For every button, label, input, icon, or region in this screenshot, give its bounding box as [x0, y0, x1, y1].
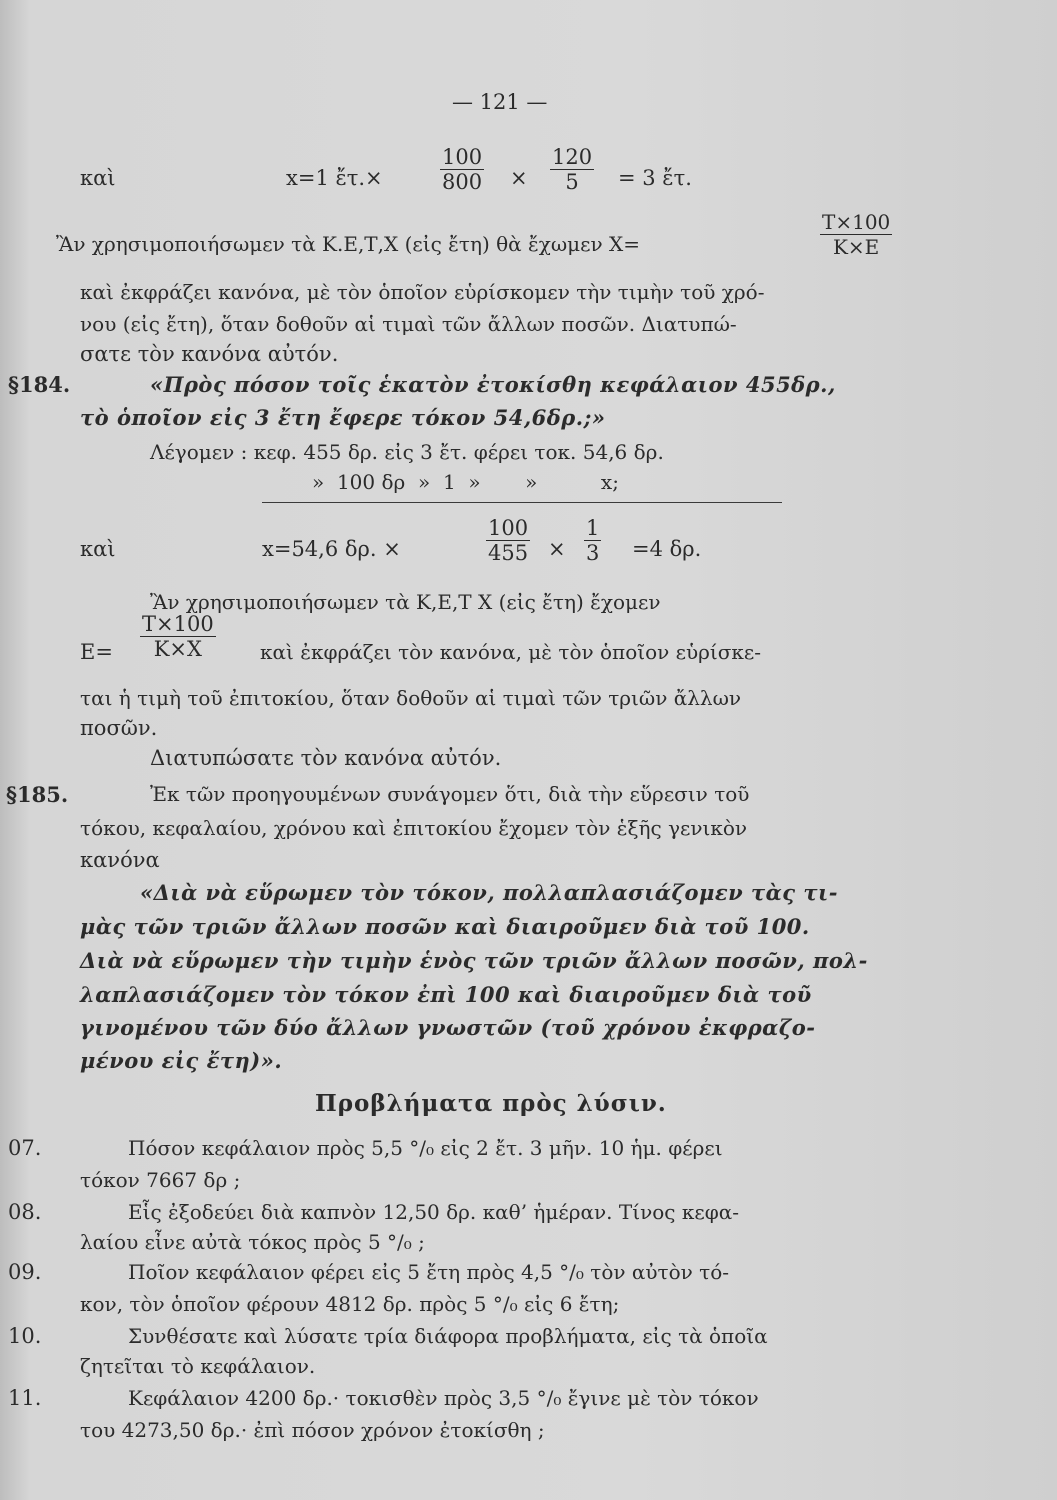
problem-number: 10.	[8, 1324, 42, 1348]
problem-line1: Εἷς ἐξοδεύει διὰ καπνὸν 12,50 δρ. καθ’ ἡμέραν. Τίνος κεφα-	[128, 1200, 739, 1224]
s184-eq-lhs: x=54,6 δρ. ×	[262, 537, 401, 561]
page-number: — 121 —	[452, 90, 548, 114]
s184-eq-f2-numerator: 1	[586, 516, 600, 540]
s184-e-fraction	[140, 612, 216, 661]
p1-fraction	[820, 210, 892, 259]
s184-para-line2: καὶ ἐκφράζει τὸν κανόνα, μὲ τὸν ὁποῖον εὑρίσκε-	[260, 640, 762, 664]
eq1-times: ×	[510, 166, 528, 190]
s185-line3: κανόνα	[80, 848, 160, 872]
problems-heading: Προβλήματα πρὸς λύσιν.	[315, 1090, 667, 1117]
p1-line4: σατε τὸν κανόνα αὐτόν.	[80, 342, 339, 366]
s184-eq-rhs: =4 δρ.	[632, 537, 702, 561]
p1-line3: νου (εἰς ἔτη), ὅταν δοθοῦν αἱ τιμαὶ τῶν ἄλλων ποσῶν. Διατυπώ-	[80, 312, 737, 336]
s184-e-denominator: Κ×Χ	[140, 636, 216, 661]
s184-question-line2: τὸ ὁποῖον εἰς 3 ἔτη ἔφερε τόκον 54,6δρ.;»	[80, 405, 606, 430]
s184-para-line1: Ἂν χρησιμοποιήσωμεν τὰ Κ,Ε,Τ Χ (εἰς ἔτη) ἔχομεν	[150, 590, 661, 614]
eq1-f1-numerator: 100	[442, 145, 483, 169]
eq1-lhs: x=1 ἔτ.×	[286, 166, 383, 190]
s184-statement-2: » 100 δρ » 1 » » x;	[312, 470, 619, 494]
s184-eq-f1-numerator: 100	[488, 516, 529, 540]
s184-eq-fraction-1	[486, 516, 530, 565]
p1-line2: καὶ ἐκφράζει κανόνα, μὲ τὸν ὁποῖον εὑρίσκομεν τὴν τιμὴν τοῦ χρό-	[80, 280, 765, 304]
p1-line1: Ἂν χρησιμοποιήσωμεν τὰ Κ.Ε,Τ,Χ (εἰς ἔτη) θὰ ἔχωμεν Χ=	[56, 232, 641, 256]
s185-line1: Ἐκ τῶν προηγουμένων συνάγομεν ὅτι, διὰ τὴν εὕρεσιν τοῦ	[150, 782, 750, 806]
problem-line2: του 4273,50 δρ.· ἐπὶ πόσον χρόνον ἐτοκίσθη ;	[80, 1418, 545, 1442]
s185-rule-line1: «Διὰ νὰ εὕρωμεν τὸν τόκον, πολλαπλασιάζομεν τὰς τι-	[140, 880, 838, 905]
s184-e-numerator: Τ×100	[142, 612, 214, 636]
s184-e-lhs: Ε=	[80, 640, 113, 664]
s184-para-line5: Διατυπώσατε τὸν κανόνα αὐτόν.	[150, 746, 502, 770]
s184-para-line3: ται ἡ τιμὴ τοῦ ἐπιτοκίου, ὅταν δοθοῦν αἱ τιμαὶ τῶν τριῶν ἄλλων	[80, 686, 742, 710]
eq1-fraction-1	[440, 145, 484, 194]
s184-eq-kai: καὶ	[80, 537, 116, 561]
eq1-kai: καὶ	[80, 166, 116, 190]
eq1-f2-denominator: 5	[550, 169, 594, 194]
s185-rule-line4: λαπλασιάζομεν τὸν τόκον ἐπὶ 100 καὶ διαιροῦμεν διὰ τοῦ	[80, 982, 812, 1007]
problem-line2: κον, τὸν ὁποῖον φέρουν 4812 δρ. πρὸς 5 °/₀ εἰς 6 ἔτη;	[80, 1292, 620, 1316]
s184-statement-1: Λέγομεν : κεφ. 455 δρ. εἰς 3 ἔτ. φέρει τοκ. 54,6 δρ.	[150, 440, 664, 464]
section-184-number: §184.	[8, 372, 71, 397]
problem-number: 07.	[8, 1136, 42, 1160]
s184-underline-rule	[262, 502, 782, 503]
problem-number: 08.	[8, 1200, 42, 1224]
problem-line1: Ποῖον κεφάλαιον φέρει εἰς 5 ἔτη πρὸς 4,5 °/₀ τὸν αὐτὸν τό-	[128, 1260, 730, 1284]
s185-rule-line6: μένου εἰς ἔτη)».	[80, 1048, 283, 1073]
s185-rule-line5: γινομένου τῶν δύο ἄλλων γνωστῶν (τοῦ χρόνου ἐκφραζο-	[80, 1015, 816, 1040]
problem-line1: Κεφάλαιον 4200 δρ.· τοκισθὲν πρὸς 3,5 °/₀ ἔγινε μὲ τὸν τόκον	[128, 1386, 759, 1410]
s184-question-line1: «Πρὸς πόσον τοῖς ἑκατὸν ἐτοκίσθη κεφάλαιον 455δρ.,	[150, 372, 836, 397]
s184-eq-f1-denominator: 455	[488, 541, 529, 565]
problem-line2: λαίου εἶνε αὐτὰ τόκος πρὸς 5 °/₀ ;	[80, 1230, 425, 1254]
problem-line1: Πόσον κεφάλαιον πρὸς 5,5 °/₀ εἰς 2 ἔτ. 3 μῆν. 10 ἡμ. φέρει	[128, 1136, 723, 1160]
section-185-number: §185.	[6, 782, 69, 807]
problem-line1: Συνθέσατε καὶ λύσατε τρία διάφορα προβλήματα, εἰς τὰ ὁποῖα	[128, 1324, 768, 1348]
s184-eq-times: ×	[548, 537, 566, 561]
problem-line2: ζητεῖται τὸ κεφάλαιον.	[80, 1354, 316, 1378]
eq1-fraction-2	[550, 145, 594, 194]
s185-rule-line2: μὰς τῶν τριῶν ἄλλων ποσῶν καὶ διαιροῦμεν διὰ τοῦ 100.	[80, 914, 810, 939]
eq1-f2-numerator: 120	[552, 145, 593, 169]
p1-frac-numerator: Τ×100	[822, 210, 891, 234]
problem-number: 11.	[8, 1386, 42, 1410]
s184-eq-fraction-2	[584, 516, 601, 565]
problem-line2: τόκον 7667 δρ ;	[80, 1168, 241, 1192]
eq1-rhs: = 3 ἔτ.	[618, 166, 692, 190]
s185-rule-line3: Διὰ νὰ εὕρωμεν τὴν τιμὴν ἑνὸς τῶν τριῶν ἄλλων ποσῶν, πολ-	[80, 948, 868, 973]
p1-frac-denominator: Κ×Ε	[820, 234, 892, 259]
s185-line2: τόκου, κεφαλαίου, χρόνου καὶ ἐπιτοκίου ἔχομεν τὸν ἑξῆς γενικὸν	[80, 816, 748, 840]
eq1-f1-denominator: 800	[442, 170, 483, 194]
s184-para-line4: ποσῶν.	[80, 716, 158, 740]
s184-eq-f2-denominator: 3	[586, 541, 600, 565]
problem-number: 09.	[8, 1260, 42, 1284]
